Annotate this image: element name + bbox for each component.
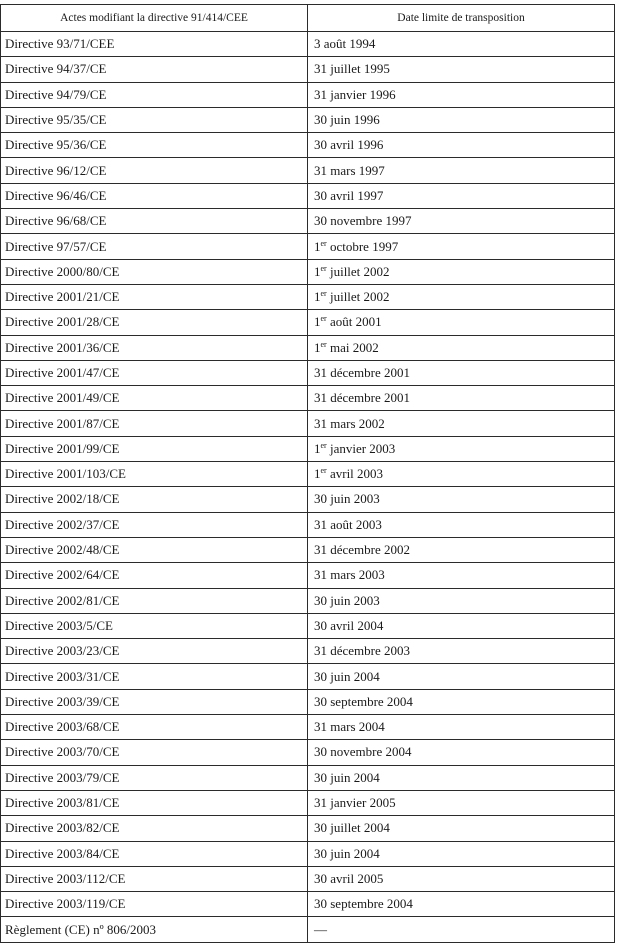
deadline-cell: 30 avril 2005 — [308, 866, 615, 891]
act-cell: Directive 94/37/CE — [1, 57, 308, 82]
act-cell: Directive 93/71/CEE — [1, 32, 308, 57]
act-cell: Directive 2001/103/CE — [1, 462, 308, 487]
act-cell: Directive 2001/47/CE — [1, 360, 308, 385]
act-cell: Directive 2001/99/CE — [1, 436, 308, 461]
act-cell: Directive 96/68/CE — [1, 209, 308, 234]
deadline-cell — [308, 335, 615, 360]
table-row — [1, 386, 615, 411]
table-header-row — [1, 5, 615, 32]
deadline-cell: 31 décembre 2001 — [308, 360, 615, 385]
deadline-cell: 30 juin 1996 — [308, 107, 615, 132]
act-cell: Règlement (CE) nº 806/2003 — [1, 917, 308, 942]
act-cell: Directive 2002/18/CE — [1, 487, 308, 512]
act-cell: Directive 2001/36/CE — [1, 335, 308, 360]
table-row — [1, 740, 615, 765]
ordinal-suffix: er — [320, 314, 327, 324]
deadline-day: 1 — [314, 314, 321, 330]
ordinal-suffix: er — [320, 440, 327, 450]
deadline-cell: 3 août 1994 — [308, 32, 615, 57]
deadline-cell: 30 juin 2004 — [308, 765, 615, 790]
act-cell: Directive 2002/37/CE — [1, 512, 308, 537]
deadline-day: 1 — [314, 440, 321, 456]
deadline-cell: 30 septembre 2004 — [308, 892, 615, 917]
table-row — [1, 487, 615, 512]
table-row — [1, 841, 615, 866]
act-cell: Directive 95/35/CE — [1, 107, 308, 132]
ordinal-suffix: er — [320, 289, 327, 299]
act-cell: Directive 2003/68/CE — [1, 715, 308, 740]
act-cell: Directive 2001/87/CE — [1, 411, 308, 436]
deadline-cell: 30 juin 2003 — [308, 487, 615, 512]
deadline-cell — [308, 259, 615, 284]
deadline-cell: 31 mars 1997 — [308, 158, 615, 183]
table-row — [1, 588, 615, 613]
deadline-rest: mai 2002 — [326, 339, 379, 355]
act-cell: Directive 97/57/CE — [1, 234, 308, 259]
deadline-cell — [308, 310, 615, 335]
table-row — [1, 613, 615, 638]
act-cell: Directive 95/36/CE — [1, 133, 308, 158]
act-cell: Directive 94/79/CE — [1, 82, 308, 107]
act-cell: Directive 2003/31/CE — [1, 664, 308, 689]
act-cell: Directive 2003/79/CE — [1, 765, 308, 790]
table-row — [1, 664, 615, 689]
deadline-cell: 30 septembre 2004 — [308, 689, 615, 714]
act-cell: Directive 2001/28/CE — [1, 310, 308, 335]
deadline-rest: juillet 2002 — [326, 289, 390, 305]
deadline-cell: 30 juillet 2004 — [308, 816, 615, 841]
transposition-table — [0, 4, 615, 943]
act-cell: Directive 2003/112/CE — [1, 866, 308, 891]
deadline-rest: avril 2003 — [326, 466, 384, 482]
table-row — [1, 866, 615, 891]
table-row — [1, 892, 615, 917]
deadline-cell: 30 novembre 2004 — [308, 740, 615, 765]
act-cell: Directive 2001/21/CE — [1, 284, 308, 309]
table-row — [1, 436, 615, 461]
deadline-cell: 31 décembre 2001 — [308, 386, 615, 411]
ordinal-suffix: er — [320, 263, 327, 273]
table-row — [1, 57, 615, 82]
table-row — [1, 234, 615, 259]
table-row — [1, 82, 615, 107]
table-row — [1, 563, 615, 588]
act-cell: Directive 2003/39/CE — [1, 689, 308, 714]
deadline-cell: 31 mars 2004 — [308, 715, 615, 740]
table-row — [1, 765, 615, 790]
act-cell: Directive 96/12/CE — [1, 158, 308, 183]
deadline-cell: 31 décembre 2003 — [308, 639, 615, 664]
deadline-day: 1 — [314, 263, 321, 279]
deadline-cell: 31 janvier 2005 — [308, 790, 615, 815]
table-body — [1, 32, 615, 943]
table-row — [1, 360, 615, 385]
table-row — [1, 790, 615, 815]
deadline-cell: 30 avril 2004 — [308, 613, 615, 638]
deadline-cell: 30 avril 1996 — [308, 133, 615, 158]
act-cell: Directive 2003/5/CE — [1, 613, 308, 638]
table-row — [1, 639, 615, 664]
ordinal-suffix: er — [320, 339, 327, 349]
ordinal-suffix: er — [320, 466, 327, 476]
deadline-day: 1 — [314, 238, 321, 254]
deadline-cell: 31 mars 2003 — [308, 563, 615, 588]
act-cell: Directive 2003/119/CE — [1, 892, 308, 917]
table-row — [1, 310, 615, 335]
table-row — [1, 183, 615, 208]
table-row — [1, 209, 615, 234]
table-row — [1, 107, 615, 132]
table-row — [1, 133, 615, 158]
deadline-cell — [308, 462, 615, 487]
deadline-day: 1 — [314, 289, 321, 305]
deadline-cell: — — [308, 917, 615, 942]
deadline-cell — [308, 234, 615, 259]
act-cell: Directive 2003/84/CE — [1, 841, 308, 866]
act-cell: Directive 2003/23/CE — [1, 639, 308, 664]
table-row — [1, 537, 615, 562]
deadline-cell — [308, 284, 615, 309]
table-row — [1, 259, 615, 284]
deadline-rest: juillet 2002 — [326, 263, 390, 279]
table-row — [1, 411, 615, 436]
deadline-cell: 31 août 2003 — [308, 512, 615, 537]
deadline-cell: 31 décembre 2002 — [308, 537, 615, 562]
table-row — [1, 32, 615, 57]
table-row — [1, 158, 615, 183]
table-row — [1, 715, 615, 740]
deadline-cell: 31 mars 2002 — [308, 411, 615, 436]
deadline-cell: 31 janvier 1996 — [308, 82, 615, 107]
table-row — [1, 462, 615, 487]
act-cell: Directive 2003/81/CE — [1, 790, 308, 815]
table-row — [1, 512, 615, 537]
deadline-cell: 30 avril 1997 — [308, 183, 615, 208]
header-acts: Actes modifiant la directive 91/414/CEE — [1, 5, 308, 32]
deadline-cell: 30 juin 2004 — [308, 841, 615, 866]
deadline-day: 1 — [314, 339, 321, 355]
deadline-cell: 30 juin 2004 — [308, 664, 615, 689]
deadline-cell — [308, 436, 615, 461]
deadline-rest: octobre 1997 — [326, 238, 399, 254]
act-cell: Directive 96/46/CE — [1, 183, 308, 208]
table-row — [1, 689, 615, 714]
ordinal-suffix: er — [320, 238, 327, 248]
table-row — [1, 917, 615, 942]
act-cell: Directive 2003/82/CE — [1, 816, 308, 841]
header-deadline: Date limite de transposition — [308, 5, 615, 32]
deadline-cell: 31 juillet 1995 — [308, 57, 615, 82]
act-cell: Directive 2000/80/CE — [1, 259, 308, 284]
table-row — [1, 284, 615, 309]
act-cell: Directive 2002/81/CE — [1, 588, 308, 613]
act-cell: Directive 2002/64/CE — [1, 563, 308, 588]
act-cell: Directive 2003/70/CE — [1, 740, 308, 765]
deadline-day: 1 — [314, 466, 321, 482]
deadline-cell: 30 juin 2003 — [308, 588, 615, 613]
deadline-rest: août 2001 — [326, 314, 382, 330]
deadline-rest: janvier 2003 — [326, 440, 396, 456]
deadline-cell: 30 novembre 1997 — [308, 209, 615, 234]
act-cell: Directive 2002/48/CE — [1, 537, 308, 562]
act-cell: Directive 2001/49/CE — [1, 386, 308, 411]
table-row — [1, 335, 615, 360]
table-row — [1, 816, 615, 841]
